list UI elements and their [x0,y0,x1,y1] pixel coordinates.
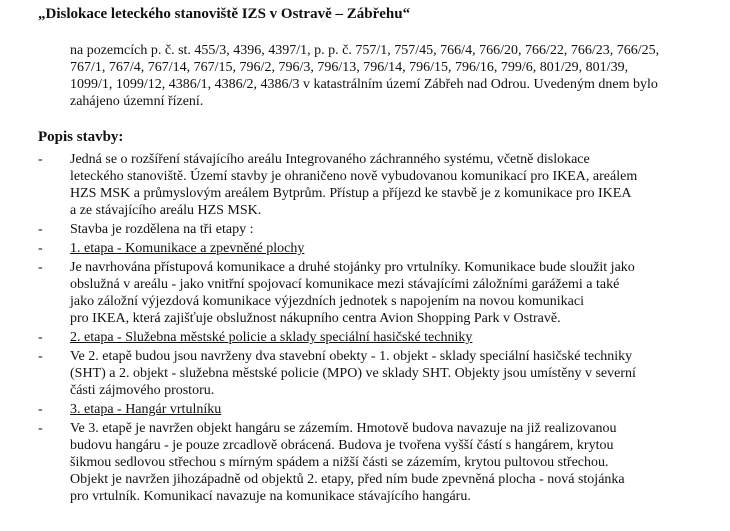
document-title: „Dislokace leteckého stanoviště IZS v Ostravě – Zábřehu“ [38,6,411,22]
item-line: obslužná v areálu - jako vnitřní spojovací komunikace mezi stávajícími záložními garážemi a také [70,277,620,292]
item-line: Objekt je navržen jihozápadně od objektů 2. etapy, před ním bude zpevněná plocha - nová stojánka [70,472,625,487]
list-dash: - [38,152,43,167]
list-dash: - [38,222,43,237]
item-line: leteckého stanoviště. Území stavby je ohraničeno nově vybudovanou komunikací pro IKEA, areálem [70,169,638,184]
item-line: Ve 3. etapě je navržen objekt hangáru se zázemím. Hmotově budova navazuje na již realizovanou [70,421,617,436]
stage-heading: 2. etapa - Služebna městské policie a sklady speciální hasičské techniky [70,330,473,345]
list-dash: - [38,330,43,345]
list-item-stages [38,221,718,238]
item-line: části zájmového prostoru. [70,383,215,398]
description-list [38,151,718,507]
list-item-stage-2-text [38,348,718,399]
section-heading: Popis stavby: [38,129,124,145]
intro-line: 1099/1, 1099/12, 4386/1, 4386/2, 4386/3 v katastrálním území Zábřeh nad Odrou. Uvedeným dnem bylo [70,77,658,92]
item-line: jako záložní výjezdová komunikace výjezdních jednotek s napojením na novou komunikaci [70,294,584,309]
list-dash: - [38,260,43,275]
list-dash: - [38,349,43,364]
list-item-intro [38,151,718,219]
intro-line: zahájeno územní řízení. [70,94,204,109]
list-item-stage-3-heading [38,401,718,418]
item-line: Ve 2. etapě budou jsou navrženy dva stavební obekty - 1. objekt - sklady speciální hasičské techniky [70,349,633,364]
list-dash: - [38,402,43,417]
item-line: pro IKEA, která zajišťuje obslužnost nákupního centra Avion Shopping Park v Ostravě. [70,311,561,326]
item-line: šikmou sedlovou střechou s mírným spádem a nižší části se zázemím, krytou pultovou střechou. [70,455,609,470]
item-line: budovu hangáru - je pouze zrcadlově obrácená. Budova je tvořena vyšší částí s hangárem, krytou [70,438,614,453]
stage-heading: 3. etapa - Hangár vrtulníku [70,402,222,417]
list-dash: - [38,241,43,256]
list-item-stage-1-text [38,259,718,327]
item-line: Jedná se o rozšíření stávajícího areálu Integrovaného záchranného systému, včetně dislokace [70,152,590,167]
item-line: pro vrtulník. Komunikací navazuje na komunikace stávajícího hangáru. [70,489,471,504]
stage-heading: 1. etapa - Komunikace a zpevněné plochy [70,241,305,256]
list-item-stage-2-heading [38,329,718,346]
intro-line: 767/1, 767/4, 767/14, 767/15, 796/2, 796/3, 796/13, 796/14, 796/15, 796/16, 799/6, 801/29, 801/39, [70,60,629,75]
list-dash: - [38,421,43,436]
list-item-stage-1-heading [38,240,718,257]
item-line: Stavba je rozdělena na tři etapy : [70,222,254,237]
list-item-stage-3-text [38,420,718,505]
item-line: HZS MSK a průmyslovým areálem Bytprům. Přístup a příjezd ke stavbě je z komunikace pro IKEA [70,186,632,201]
intro-line: na pozemcích p. č. st. 455/3, 4396, 4397/1, p. p. č. 757/1, 757/45, 766/4, 766/20, 766/22, 766/23, 766/25, [70,43,660,58]
item-line: Je navrhována přístupová komunikace a druhé stojánky pro vrtulníky. Komunikace bude sloužit jako [70,260,635,275]
item-line: a ze stávajícího areálu HZS MSK. [70,203,262,218]
item-line: (SHT) a 2. objekt - služebna městské policie (MPO) ve sklady SHT. Objekty jsou umístěny v severní [70,366,636,381]
intro-paragraph [70,42,720,110]
